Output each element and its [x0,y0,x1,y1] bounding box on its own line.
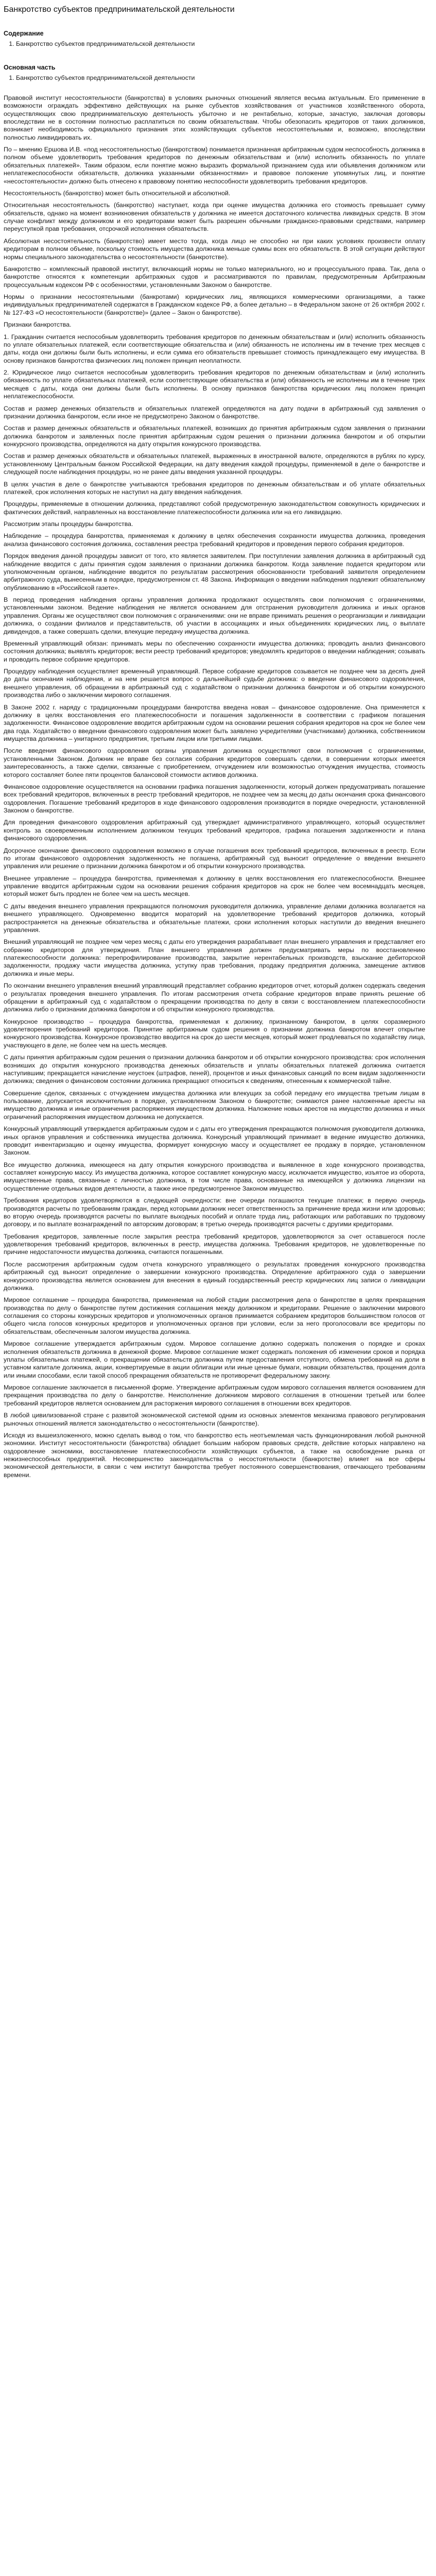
body-paragraph: Требования кредиторов, заявленные после закрытия реестра требований кредиторов, удовлетворяются за счет оставшегося после удовлетворения требований кредиторов, включенных в реестр, имущества должника. Требования кредиторов, не удовлетворенные по причине недостаточности имущества должника, считаются погашенными. [4,1232,425,1256]
body-paragraph: Состав и размер денежных обязательств и обязательных платежей, возникших до принятия арбитражным судом заявления о признании должника банкротом и заявленных после принятия арбитражным судом решения о признании должника банкротом и об открытии конкурсного производства, определяются на дату открытия конкурсного производства. [4,425,425,448]
main-section-item: 1. Банкротство субъектов предпринимательской деятельности [16,74,425,82]
body-paragraph: Все имущество должника, имеющееся на дату открытия конкурсного производства и выявленное в ходе конкурсного производства, составляет конкурсную массу. Из имущества должника, которое составляет конкурсную массу, исключается имущество, изъятое из оборота, имущественные права, связанные с личностью должника, в том числе права, основанные на имеющейся у должника лицензии на осуществление отдельных видов деятельности, а также иное предусмотренное Законом имущество. [4,1161,425,1192]
body-paragraph: Временный управляющий обязан: принимать меры по обеспечению сохранности имущества должника; проводить анализ финансового состояния должника; выявлять кредиторов; вести реестр требований кредиторов; уведомлять кредиторов о введении наблюдения; созывать и проводить первое собрание кредиторов. [4,639,425,663]
body-paragraph: 1. Гражданин считается неспособным удовлетворить требования кредиторов по денежным обязательствам и (или) исполнить обязанность по уплате обязательных платежей, если соответствующие обязательства и (или) обязанность не исполнены им в течение трех месяцев с даты, когда они должны были быть исполнены, и если сумма его обязательств превышает стоимость принадлежащего ему имущества. В основу признаков банкротства физических лиц положен принцип неоплатности. [4,333,425,364]
body-paragraph: С даты принятия арбитражным судом решения о признании должника банкротом и об открытии конкурсного производства: срок исполнения возникших до открытия конкурсного производства денежных обязательств и уплаты обязательных платежей должника считается наступившим; прекращается начисление неустоек (штрафов, пеней), процентов и иных финансовых санкций по всем видам задолженности должника; сведения о финансовом состоянии должника прекращают относиться к сведениям, отнесенным к коммерческой тайне. [4,1054,425,1085]
body-paragraph: Мировое соглашение утверждается арбитражным судом. Мировое соглашение должно содержать положения о порядке и сроках исполнения обязательств должника в денежной форме. Мировое соглашение может содержать положения об изменении сроков и порядка уплаты обязательных платежей, о прекращении обязательств должника путем предоставления отступного, обмена требований на доли в уставном капитале должника, акции, конвертируемые в акции облигации или иные ценные бумаги, новации обязательства, прощения долга или иными способами, если такой способ прекращения обязательств не противоречит федеральному закону. [4,1340,425,1379]
body-paragraph: Состав и размер денежных обязательств и обязательных платежей, выраженных в иностранной валюте, определяются в рублях по курсу, установленному Центральным банком Российской Федерации, на дату введения каждой процедуры, применяемой в деле о банкротстве и следующей после наблюдения процедуры, но не ранее даты введения указанной процедуры. [4,452,425,476]
body-paragraph: С даты введения внешнего управления прекращаются полномочия руководителя должника, управление делами должника возлагается на внешнего управляющего. Одновременно вводится мораторий на удовлетворение требований кредиторов должника, который распространяется на денежные обязательства и обязательные платежи, сроки исполнения которых наступили до введения внешнего управления. [4,902,425,934]
body-paragraph: Рассмотрим этапы процедуры банкротства. [4,520,133,528]
page-title: Банкротство субъектов предпринимательской деятельности [4,5,235,14]
body-paragraph: Процедуру наблюдения осуществляет временный управляющий. Первое собрание кредиторов созывается не позднее чем за десять дней до даты окончания наблюдения, и на нем решается вопрос о дальнейшей судьбе должника: о введении финансового оздоровления, внешнего управления, об обращении в арбитражный суд с ходатайством о признании должника банкротом и об открытии конкурсного производства либо о заключении мирового соглашения. [4,668,425,699]
body-paragraph: Состав и размер денежных обязательств и обязательных платежей определяются на дату подачи в арбитражный суд заявления о признании должника банкротом, если иное не предусмотрено Законом о банкротстве. [4,404,425,420]
body-paragraph: Абсолютная несостоятельность (банкротство) имеет место тогда, когда лицо не способно ни при каких условиях произвести оплату кредиторам в полном объеме, поскольку стоимость имущества должника меньше суммы всех его обязательств. В этой ситуации действуют нормы специального законодательства о несостоятельности (банкротстве). [4,237,425,261]
body-paragraph: Банкротство – комплексный правовой институт, включающий нормы не только материального, но и процессуального права. Так, дела о банкротстве относятся к компетенции арбитражных судов и рассматриваются по правилам, предусмотренным Арбитражным процессуальным кодексом РФ с особенностями, установленными Законом о банкротстве. [4,265,425,289]
toc-heading: Содержание [4,29,44,37]
body-paragraph: Мировое соглашение – процедура банкротства, применяемая на любой стадии рассмотрения дела о банкротстве в целях прекращения производства по делу о банкротстве путем достижения соглашения между должником и кредиторами. Решение о заключении мирового соглашения со стороны конкурсных кредиторов и уполномоченных органов принимается собранием кредиторов большинством голосов от общего числа голосов конкурсных кредиторов и уполномоченных органов при условии, если за него проголосовали все кредиторы по обязательствам, обеспеченным залогом имущества должника. [4,1296,425,1335]
body-paragraph: Относительная несостоятельность (банкротство) наступает, когда при оценке имущества должника его стоимость превышает сумму обязательств, однако на момент возникновения обязательств у должника не имеется достаточного количества ликвидных средств. В этом случае конфликт между должником и его кредиторами может быть разрешен обычными гражданско-правовыми средствами, например переуступкой прав требования, отсрочкой исполнения обязательств. [4,201,425,233]
toc-item[interactable]: 1. Банкротство субъектов предпринимательской деятельности [16,40,425,48]
body-paragraph: Для проведения финансового оздоровления арбитражный суд утверждает административного управляющего, который осуществляет контроль за своевременным исполнением должником текущих требований кредиторов, графика погашения задолженности и плана финансового оздоровления. [4,819,425,842]
body-paragraph: Мировое соглашение заключается в письменной форме. Утверждение арбитражным судом мирового соглашения является основанием для прекращения производства по делу о банкротстве. Неисполнение должником мирового соглашения в отношении третьей или более требований кредиторов является основанием для расторжения мирового соглашения в отношении всех кредиторов. [4,1384,425,1407]
body-paragraph: Исходя из вышеизложенного, можно сделать вывод о том, что банкротство есть неотъемлемая часть функционирования любой рыночной экономики. Институт несостоятельности (банкротства) обладает большим набором правовых средств, действие которых направлено на оздоровление экономики, восстановление платежеспособности хозяйствующих субъектов, а также на освобождение рынка от нежизнеспособных предприятий. Несовершенство законодательства о несостоятельности (банкротстве) влияет на все сферы экономической деятельности, в связи с чем институт банкротства требует постоянного совершенствования, отвечающего требованиям времени. [4,1431,425,1479]
body-paragraph: Досрочное окончание финансового оздоровления возможно в случае погашения всех требований кредиторов, включенных в реестр. Если по итогам финансового оздоровления задолженность не погашена, арбитражный суд выносит определение о введении внешнего управления или решение о признании должника банкротом и об открытии конкурсного производства. [4,846,425,870]
main-section-list [4,74,425,82]
toc-list [4,40,425,48]
main-section-heading: Основная часть [4,63,56,71]
body-paragraph: Финансовое оздоровление осуществляется на основании графика погашения задолженности, который должен предусматривать погашение всех требований кредиторов, включенных в реестр требований кредиторов, не позднее чем за месяц до даты окончания срока финансового оздоровления. Погашение требований кредиторов в ходе финансового оздоровления производится в порядке очередности, установленной Законом о банкротстве. [4,783,425,815]
body-paragraph: Внешний управляющий не позднее чем через месяц с даты его утверждения разрабатывает план внешнего управления и представляет его собранию кредиторов для утверждения. План внешнего управления должен предусматривать меры по восстановлению платежеспособности должника: перепрофилирование производства, закрытие нерентабельных производств, взыскание дебиторской задолженности, продажу части имущества должника, уступку прав требования, продажу предприятия должника, замещение активов должника и иные меры. [4,938,425,977]
body-paragraph: По окончании внешнего управления внешний управляющий представляет собранию кредиторов отчет, который должен содержать сведения о результатах проведения внешнего управления. По итогам рассмотрения отчета собрание кредиторов вправе принять решение об обращении в арбитражный суд с ходатайством о прекращении производства по делу в связи с восстановлением платежеспособности должника либо о признании должника банкротом и об открытии конкурсного производства. [4,982,425,1013]
body-paragraph: В Законе 2002 г. наряду с традиционными процедурами банкротства введена новая – финансовое оздоровление. Она применяется к должнику в целях восстановления его платежеспособности и погашения задолженности в соответствии с графиком погашения задолженности. Финансовое оздоровление вводится арбитражным судом на основании решения собрания кредиторов на срок не более чем два года. Ходатайство о введении финансового оздоровления может быть заявлено учредителями (участниками) должника, собственником имущества должника – унитарного предприятия, третьим лицом или третьими лицами. [4,703,425,743]
body-paragraph: В период проведения наблюдения органы управления должника продолжают осуществлять свои полномочия с ограничениями, установленными законом. Ведение наблюдения не является основанием для отстранения руководителя должника и иных органов управления. Органы же осуществляют свои полномочия с ограничениями: они не вправе принимать решения о реорганизации и ликвидации должника, о создании филиалов и представительств, об участии в ассоциациях и иных объединениях юридических лиц, о выплате дивидендов, а также совершать сделки, влекущие передачу имущества должника. [4,596,425,635]
body-paragraph: Совершение сделок, связанных с отчуждением имущества должника или влекущих за собой передачу его имущества третьим лицам в пользование, допускается исключительно в порядке, установленном Законом о банкротстве; снимаются ранее наложенные аресты на имущество должника и иные ограничения распоряжения имуществом должника. Наложение новых арестов на имущество должника и иных ограничений распоряжения имуществом должника не допускается. [4,1089,425,1121]
body-paragraph: Несостоятельность (банкротство) может быть относительной и абсолютной. [4,189,231,197]
body-paragraph: В любой цивилизованной стране с развитой экономической системой одним из основных элементов механизма правового регулирования рыночных отношений является законодательство о несостоятельности (банкротстве). [4,1412,425,1427]
body-paragraph: Требования кредиторов удовлетворяются в следующей очередности: вне очереди погашаются текущие платежи; в первую очередь производятся расчеты по требованиям граждан, перед которыми должник несет ответственность за причинение вреда жизни или здоровью; во вторую очередь производятся расчеты по выплате выходных пособий и оплате труда лиц, работающих или работавших по трудовому договору, и по выплате вознаграждений по авторским договорам; в третью очередь производятся расчеты с другими кредиторами. [4,1197,425,1228]
body-paragraph: Внешнее управление – процедура банкротства, применяемая к должнику в целях восстановления его платежеспособности. Внешнее управление вводится арбитражным судом на основании решения собрания кредиторов на срок не более чем восемнадцать месяцев, который может быть продлен не более чем на шесть месяцев. [4,874,425,898]
article-body [4,94,425,1479]
body-paragraph: После рассмотрения арбитражным судом отчета конкурсного управляющего о результатах проведения конкурсного производства арбитражный суд выносит определение о завершении конкурсного производства. Определение арбитражного суда о завершении конкурсного производства является основанием для внесения в единый государственный реестр юридических лиц записи о ликвидации должника. [4,1260,425,1292]
body-paragraph: Наблюдение – процедура банкротства, применяемая к должнику в целях обеспечения сохранности имущества должника, проведения анализа финансового состояния должника, составления реестра требований кредиторов и проведения первого собрания кредиторов. [4,532,425,548]
body-paragraph: Правовой институт несостоятельности (банкротства) в условиях рыночных отношений является весьма актуальным. Его применение в возможности ограждать эффективно действующих на рынке субъектов хозяйствования от участников хозяйственного оборота, осуществляющих свою предпринимательскую деятельность убыточно и не рентабельно, которые, зачастую, заключая договоры впоследствии не в состоянии полностью расплатиться по своим обязательствам. Чтобы обезопасить кредиторов от таких должников, возникает необходимость официального признания этих хозяйствующих субъектов несостоятельными и, возможно, впоследствии полностью ликвидировать их. [4,94,425,141]
body-paragraph: Конкурсный управляющий утверждается арбитражным судом и с даты его утверждения прекращаются полномочия руководителя должника, иных органов управления и собственника имущества должника. Конкурсный управляющий принимает в ведение имущество должника, проводит инвентаризацию и оценку имущества, формирует конкурсную массу и осуществляет ее продажу в порядке, установленном Законом. [4,1125,425,1157]
body-paragraph: Процедуры, применяемые в отношении должника, представляют собой предусмотренную законодательством совокупность юридических и фактических действий, направленных на восстановление платежеспособности должника или на его ликвидацию. [4,500,425,516]
body-paragraph: 2. Юридическое лицо считается неспособным удовлетворить требования кредиторов по денежным обязательствам и (или) исполнить обязанность по уплате обязательных платежей, если соответствующие обязательства и (или) обязанность не исполнены им в течение трех месяцев с даты, когда они должны были быть исполнены. В основу признаков банкротства юридических лиц положен принцип неплатежеспособности. [4,369,425,400]
body-paragraph: Порядок введения данной процедуры зависит от того, кто является заявителем. При поступлении заявления должника в арбитражный суд наблюдение вводится с даты принятия судом заявления о признании должника банкротом. Когда заявление подается кредитором или уполномоченным органом, наблюдение вводится по результатам рассмотрения обоснованности требований заявителя определением арбитражного суда, вынесенным в порядке, предусмотренном ст. 48 Закона. Информация о введении наблюдения подлежит обязательному опубликованию в «Российской газете». [4,552,425,591]
body-paragraph: Конкурсное производство – процедура банкротства, применяемая к должнику, признанному банкротом, в целях соразмерного удовлетворения требований кредиторов. Принятие арбитражным судом решения о признании должника банкротом влечет открытие конкурсного производства. Конкурсное производство вводится на срок до шести месяцев, который может продлеваться по ходатайству лица, участвующего в деле, не более чем на шесть месяцев. [4,1018,425,1049]
body-paragraph: По – мнению Ершова И.В. «под несостоятельностью (банкротством) понимается признанная арбитражным судом неспособность должника в полном объеме удовлетворить требования кредиторов по денежным обязательствам и (или) исполнить обязанность по уплате обязательных платежей». Таким образом, если понятие можно выразить формальной признанием суда или объявления должником или неплатежеспособности обязательств, должника указанными обязанностями» и правовое положение упомянутых лиц, и понятие «несостоятельности» должно быть отнесено к правовому понятию неспособности удовлетворить требования кредиторов. [4,146,425,185]
body-paragraph: После введения финансового оздоровления органы управления должника осуществляют свои полномочия с ограничениями, установленными Законом. Должник не вправе без согласия собрания кредиторов совершать сделки, в совершении которых имеется заинтересованность, а также сделки, связанные с приобретением, отчуждением или возможностью отчуждения имущества, стоимость которого составляет более пяти процентов балансовой стоимости активов должника. [4,747,425,778]
body-paragraph: Нормы о признании несостоятельными (банкротами) юридических лиц, являющихся коммерческими организациями, а также индивидуальных предпринимателей содержатся в Гражданском кодексе РФ, а более детально – в Федеральном законе от 26 октября 2002 г. № 127-ФЗ «О несостоятельности (банкротстве)» (далее – Закон о банкротстве). [4,293,425,316]
body-paragraph: В целях участия в деле о банкротстве учитываются требования кредиторов по денежным обязательствам и об уплате обязательных платежей, срок исполнения которых не наступил на дату введения наблюдения. [4,480,425,496]
body-paragraph: Признаки банкротства. [4,321,72,329]
